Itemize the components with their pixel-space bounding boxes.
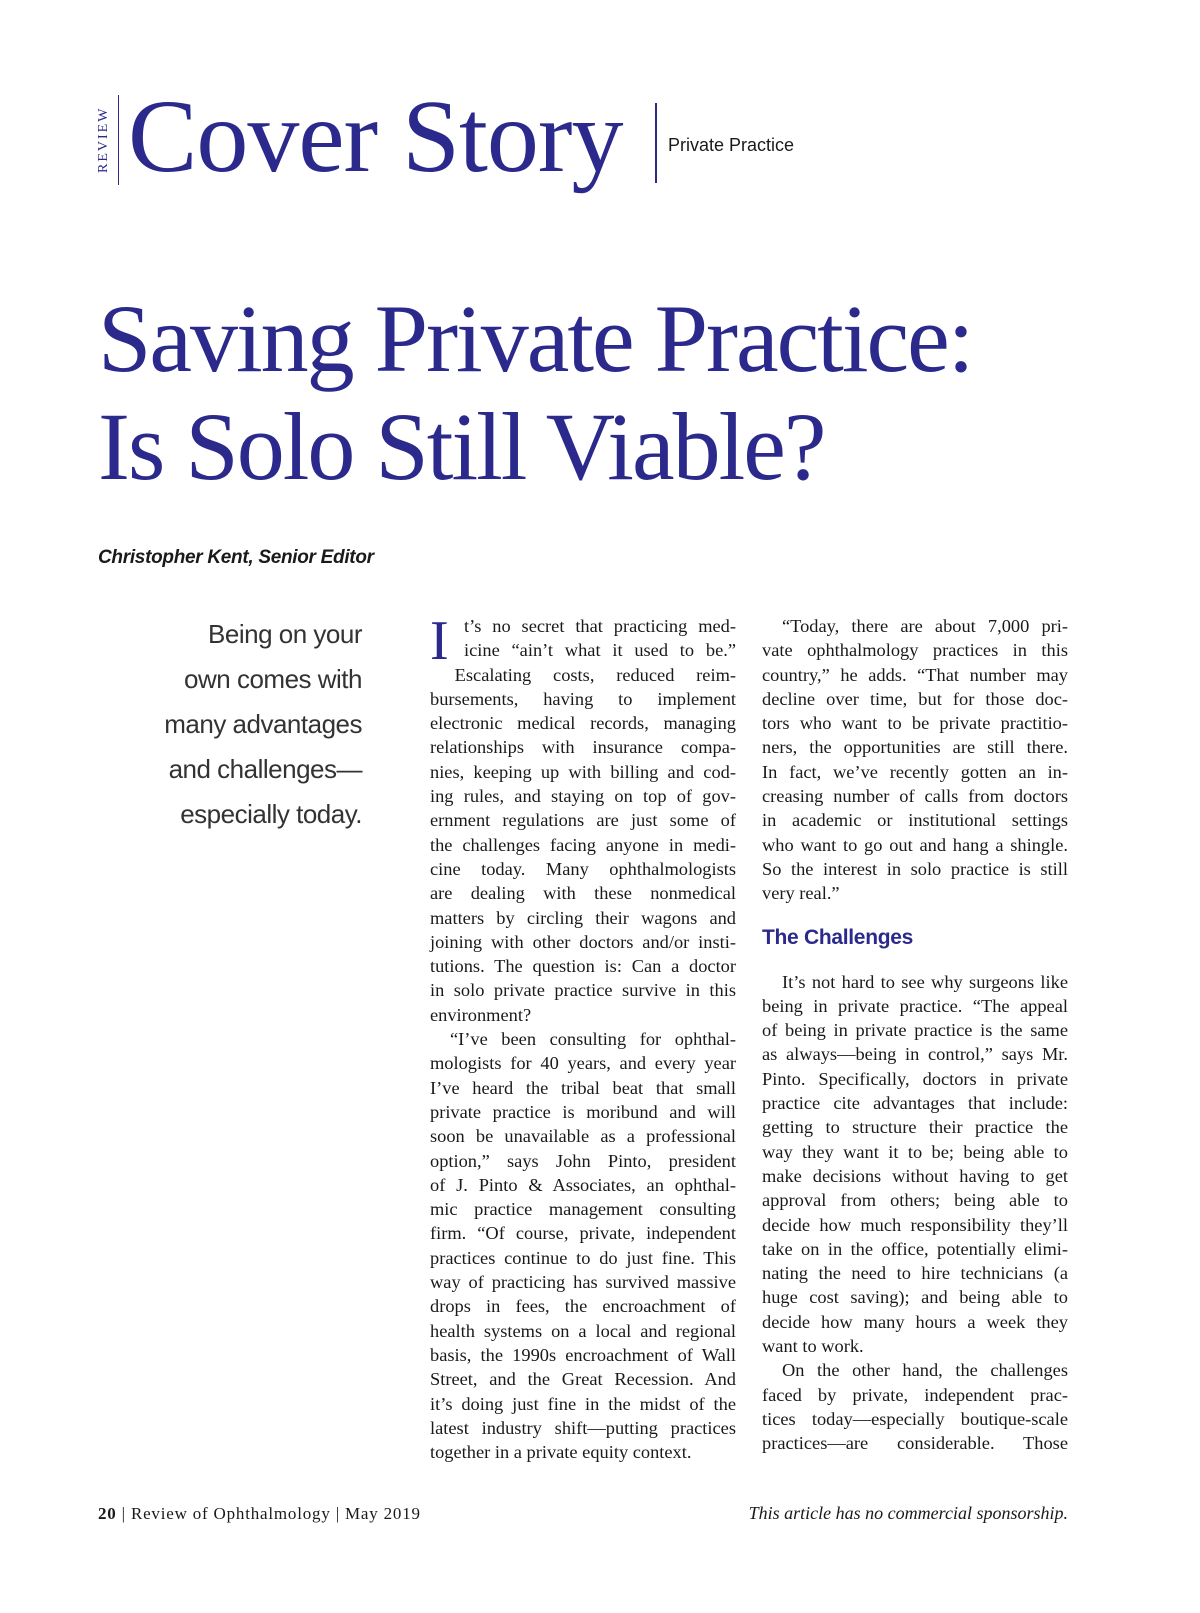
review-vertical-label: REVIEW <box>96 95 119 185</box>
body-text-line: practices continue to do just fine. This <box>430 1247 736 1268</box>
body-text-line: tutions. The question is: Can a doctor <box>430 956 736 977</box>
body-text-line: drops in fees, the encroachment of <box>430 1296 736 1317</box>
body-text-line: icine “ain’t what it used to be.” <box>464 640 736 661</box>
body-text-line: So the interest in solo practice is still <box>762 858 1068 879</box>
section-subtitle: Private Practice <box>668 135 795 155</box>
body-text-line: ing rules, and staying on top of gov- <box>430 786 736 807</box>
body-text-line: latest industry shift—putting practices <box>430 1417 736 1438</box>
body-text-line: t’s no secret that practicing med- <box>464 616 736 636</box>
sponsorship-disclaimer: This article has no commercial sponsorship. <box>748 1503 1068 1523</box>
body-text-line: On the other hand, the challenges <box>782 1360 1068 1381</box>
body-text-line: in academic or institutional settings <box>762 810 1068 831</box>
page-footer-left <box>98 1504 421 1524</box>
body-text-line: want to work. <box>762 1336 864 1357</box>
body-text-line: cine today. Many ophthalmologists <box>430 858 736 879</box>
body-text-line: mic practice management consulting <box>430 1199 736 1220</box>
body-text-line: In fact, we’ve recently gotten an in- <box>762 761 1068 782</box>
body-text-line: ernment regulations are just some of <box>430 810 736 831</box>
body-text-line: it’s doing just fine in the midst of the <box>430 1393 736 1414</box>
body-text-line: as always—being in control,” says Mr. <box>762 1044 1068 1065</box>
body-text-line: nies, keeping up with billing and cod- <box>430 761 736 782</box>
body-column-1 <box>430 610 736 1464</box>
body-text-line: practices—are considerable. Those <box>762 1433 1068 1454</box>
body-text-line: huge cost saving); and being able to <box>762 1287 1068 1308</box>
body-text-line: relationships with insurance compa- <box>430 737 736 758</box>
body-text-line: It’s not hard to see why surgeons like <box>782 971 1068 992</box>
body-text-line: creasing number of calls from doctors <box>762 786 1068 807</box>
body-text-line: who want to go out and hang a shingle. <box>762 834 1068 855</box>
body-text-line: environment? <box>430 1004 532 1025</box>
body-text-line: mologists for 40 years, and every year <box>430 1053 736 1074</box>
body-text-line: matters by circling their wagons and <box>430 907 736 928</box>
body-text-line: option,” says John Pinto, president <box>430 1150 736 1171</box>
drop-cap: I <box>430 610 449 672</box>
body-text-line: way they want it to be; being able to <box>762 1141 1068 1162</box>
body-text-line: decline over time, but for those doc- <box>762 688 1068 709</box>
body-text-line: way of practicing has survived massive <box>430 1272 736 1293</box>
body-text-line: decide how much responsibility they’ll <box>762 1214 1068 1235</box>
body-text-line: Escalating costs, reduced reim- <box>454 664 736 685</box>
body-text-line: health systems on a local and regional <box>430 1320 736 1341</box>
body-text-line: are dealing with these nonmedical <box>430 883 736 904</box>
publication-name: Review of Ophthalmology <box>130 1504 331 1523</box>
pull-quote-line: especially today. <box>180 799 362 829</box>
pull-quote-line: own comes with <box>184 664 362 694</box>
subheading-the-challenges: The Challenges <box>762 925 914 949</box>
body-text-line: I’ve heard the tribal beat that small <box>430 1077 736 1098</box>
body-text-line: in solo private practice survive in this <box>430 980 736 1001</box>
pull-quote-line: and challenges— <box>168 754 362 784</box>
body-text-line: “I’ve been consulting for ophthal- <box>450 1029 736 1050</box>
headline-line-2: Is Solo Still Viable? <box>98 393 825 500</box>
body-text-line: getting to structure their practice the <box>762 1117 1068 1138</box>
body-text-line: country,” he adds. “That number may <box>762 664 1068 685</box>
body-text-line: firm. “Of course, private, independent <box>430 1223 736 1244</box>
body-text-line: take on in the office, potentially elimi- <box>762 1238 1068 1259</box>
body-text-line: of J. Pinto & Associates, an ophthal- <box>430 1174 736 1195</box>
pull-quote-line: many advantages <box>164 709 362 739</box>
footer-separator: | <box>335 1504 340 1523</box>
page-number: 20 <box>98 1504 117 1523</box>
body-text-line: “Today, there are about 7,000 pri- <box>782 616 1068 636</box>
body-text-line: joining with other doctors and/or insti- <box>430 931 736 952</box>
body-text-line: private practice is moribund and will <box>430 1101 736 1122</box>
body-text-line: decide how many hours a week they <box>762 1311 1068 1332</box>
section-header <box>96 79 1098 195</box>
body-text-line: the challenges facing anyone in medi- <box>430 834 736 855</box>
body-text-line: faced by private, independent prac- <box>762 1384 1068 1405</box>
article-headline <box>98 285 1098 501</box>
byline: Christopher Kent, Senior Editor <box>98 547 374 568</box>
body-text-line: approval from others; being able to <box>762 1190 1068 1211</box>
headline-line-1: Saving Private Practice: <box>98 285 973 392</box>
body-text-line: tices today—especially boutique-scale <box>762 1408 1068 1429</box>
body-column-2 <box>762 614 1068 1456</box>
body-text-line: bursements, having to implement <box>430 688 736 709</box>
body-text-line: nating the need to hire technicians (a <box>762 1263 1068 1284</box>
footer-separator: | <box>121 1504 126 1523</box>
header-divider <box>655 103 657 183</box>
body-text-line: Street, and the Great Recession. And <box>430 1369 736 1390</box>
body-text-line: electronic medical records, managing <box>430 713 736 734</box>
body-text-line: of being in private practice is the same <box>762 1020 1068 1041</box>
body-text-line: basis, the 1990s encroachment of Wall <box>430 1344 736 1365</box>
body-text-line: very real.” <box>762 883 840 904</box>
body-text-line: Pinto. Specifically, doctors in private <box>762 1068 1068 1089</box>
issue-date: May 2019 <box>345 1504 421 1523</box>
pull-quote <box>100 612 362 837</box>
body-text-line: make decisions without having to get <box>762 1165 1068 1186</box>
body-text-line: ners, the opportunities are still there. <box>762 737 1068 758</box>
body-text-line: soon be unavailable as a professional <box>430 1126 736 1147</box>
body-text-line: being in private practice. “The appeal <box>762 995 1068 1016</box>
body-text-line: together in a private equity context. <box>430 1442 692 1463</box>
body-text-line: vate ophthalmology practices in this <box>762 640 1068 661</box>
body-text-line: practice cite advantages that include: <box>762 1093 1068 1114</box>
section-title: Cover Story <box>128 79 623 194</box>
pull-quote-line: Being on your <box>208 619 362 649</box>
body-text-line: tors who want to be private practitio- <box>762 713 1068 734</box>
